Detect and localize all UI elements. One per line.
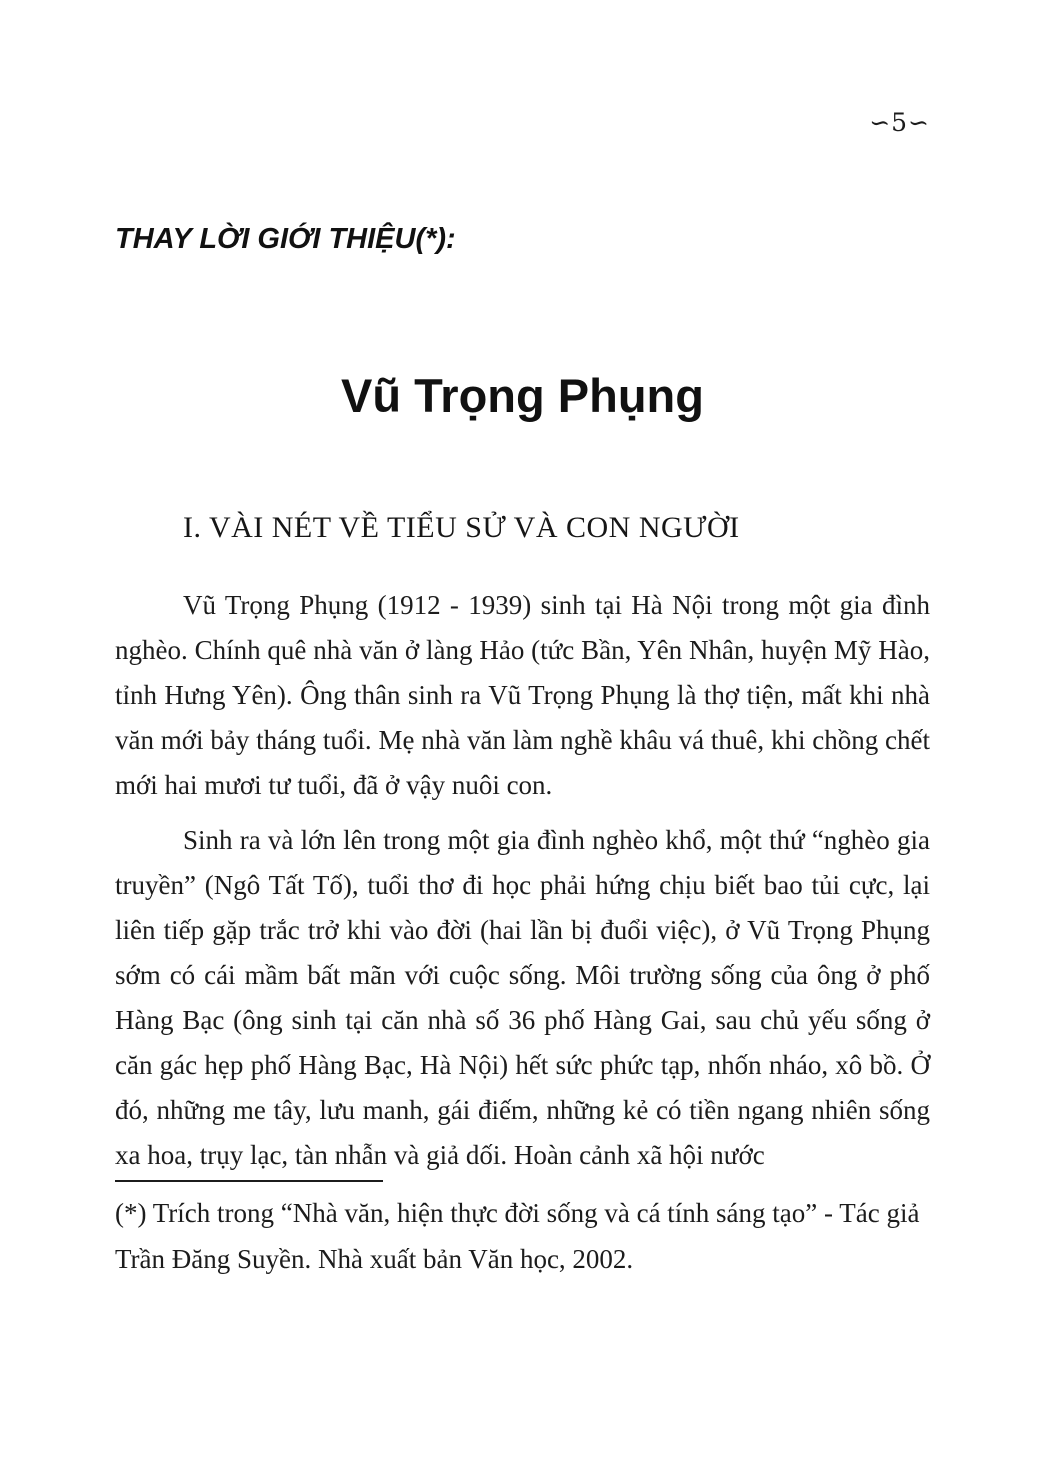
page-number: ∽5∽: [869, 108, 930, 137]
paragraph-childhood: Sinh ra và lớn lên trong một gia đình nghèo khổ, một thứ “nghèo gia truyền” (Ngô Tất Tố), tuổi thơ đi học phải hứng chịu biết bao tủi cực, lại liên tiếp gặp trắc trở khi vào đời (hai lần bị đuổi việc), ở Vũ Trọng Phụng sớm có cái mầm bất mãn với cuộc sống. Môi trường sống của ông ở phố Hàng Bạc (ông sinh tại căn nhà số 36 phố Hàng Gai, sau chủ yếu sống ở căn gác hẹp phố Hàng Bạc, Hà Nội) hết sức phức tạp, nhốn nháo, xô bồ. Ở đó, những me tây, lưu manh, gái điếm, những kẻ có tiền ngang nhiên sống xa hoa, trụy lạc, tàn nhẫn và giả dối. Hoàn cảnh xã hội nước: [115, 825, 930, 1170]
intro-label: THAY LỜI GIỚI THIỆU(*):: [115, 223, 456, 255]
page-title: Vũ Trọng Phụng: [341, 369, 704, 422]
footnote: (*) Trích trong “Nhà văn, hiện thực đời sống và cá tính sáng tạo” - Tác giả Trần Đăng Suyền. Nhà xuất bản Văn học, 2002.: [115, 1198, 920, 1274]
section-heading: I. VÀI NÉT VỀ TIỂU SỬ VÀ CON NGƯỜI: [183, 511, 740, 544]
paragraph-biography: Vũ Trọng Phụng (1912 - 1939) sinh tại Hà Nội trong một gia đình nghèo. Chính quê nhà văn ở làng Hảo (tức Bần, Yên Nhân, huyện Mỹ Hào, tỉnh Hưng Yên). Ông thân sinh ra Vũ Trọng Phụng là thợ tiện, mất khi nhà văn mới bảy tháng tuổi. Mẹ nhà văn làm nghề khâu vá thuê, khi chồng chết mới hai mươi tư tuổi, đã ở vậy nuôi con.: [115, 590, 930, 800]
footnote-divider: [115, 1180, 383, 1182]
